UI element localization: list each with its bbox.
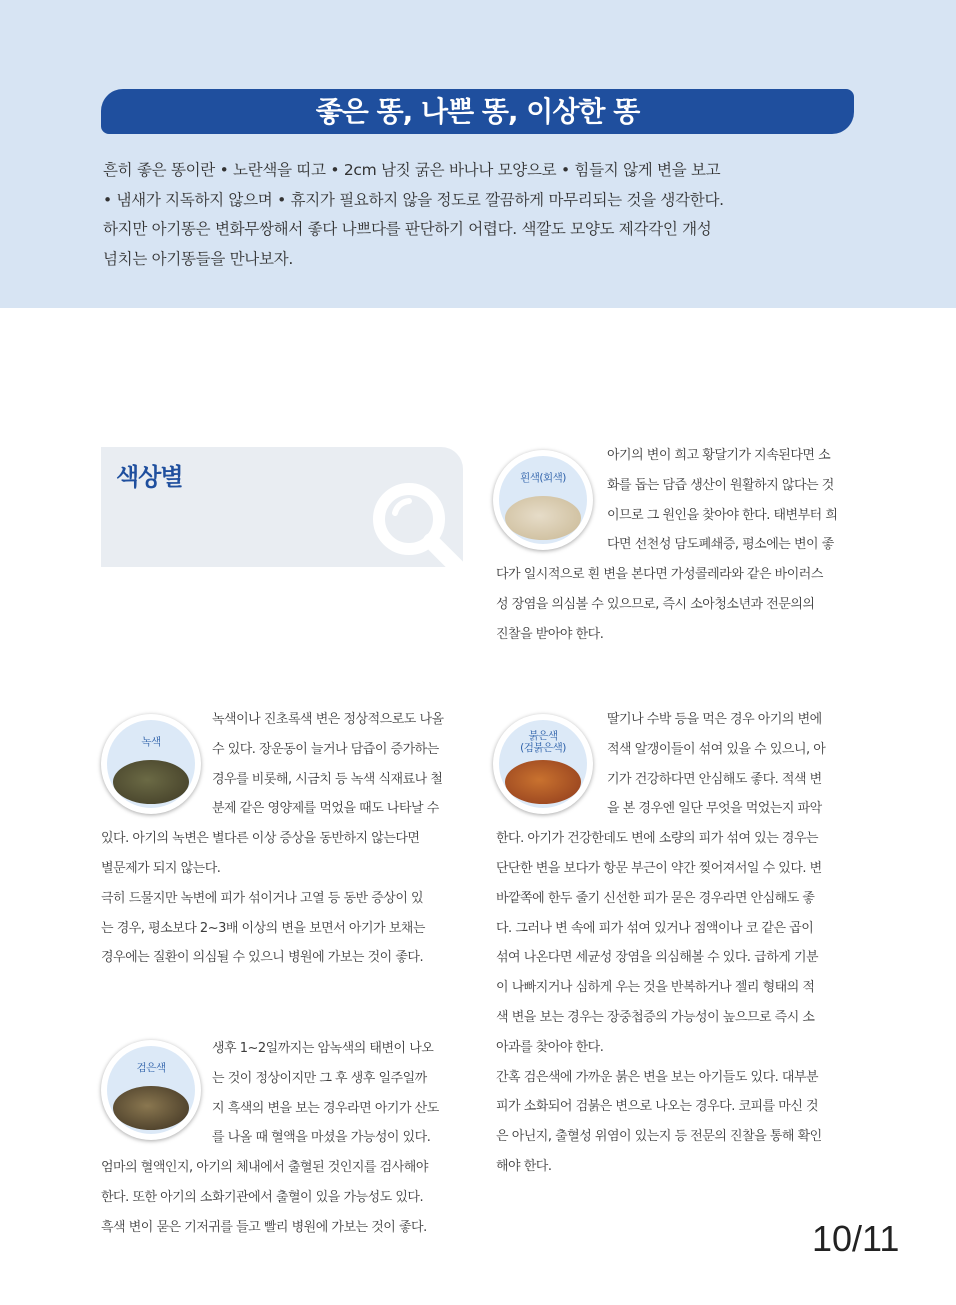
badge-label: 녹색 bbox=[141, 736, 161, 748]
text-line: 별문제가 되지 않는다. bbox=[101, 860, 221, 876]
title-banner bbox=[101, 89, 854, 134]
text-line: 생후 1~2일까지는 암녹색의 태변이 나오 bbox=[212, 1041, 434, 1056]
text-line: 바깥쪽에 한두 줄기 신선한 피가 묻은 경우라면 안심해도 좋 bbox=[496, 890, 815, 906]
text-line: 를 나올 때 혈액을 마셨을 가능성이 있다. bbox=[212, 1130, 431, 1146]
text-block-green bbox=[101, 705, 444, 973]
text-line: 이므로 그 원인을 찾아야 한다. 태변부터 희 bbox=[607, 507, 838, 523]
text-line: 아기의 변이 희고 황달기가 지속된다면 소 bbox=[607, 448, 831, 463]
text-line: 아과를 찾아야 한다. bbox=[496, 1039, 604, 1055]
intro-line: 넘치는 아기똥들을 만나보자. bbox=[103, 249, 293, 268]
text-line: 다면 선천성 담도폐쇄증, 평소에는 변이 좋 bbox=[607, 537, 834, 553]
badge-label: 흰색(회색) bbox=[520, 472, 566, 484]
magnifier-icon bbox=[369, 479, 463, 567]
page-number: 10/11 bbox=[812, 1218, 900, 1259]
text-line: 있다. 아기의 녹변은 별다른 이상 증상을 동반하지 않는다면 bbox=[101, 831, 420, 847]
text-line: 섞여 나온다면 세균성 장염을 의심해볼 수 있다. 급하게 기분 bbox=[496, 950, 819, 966]
text-line: 이 나빠지거나 심하게 우는 것을 반복하거나 젤리 형태의 적 bbox=[496, 980, 815, 996]
intro-line: 흔히 좋은 똥이란 • 노란색을 띠고 • 2cm 남짓 굵은 바나나 모양으로 • 힘들지 않게 변을 보고 bbox=[103, 161, 721, 179]
text-line: 간혹 검은색에 가까운 붉은 변을 보는 아기들도 있다. 대부분 bbox=[496, 1069, 819, 1085]
text-line: 딸기나 수박 등을 먹은 경우 아기의 변에 bbox=[607, 712, 822, 727]
text-line: 색 변을 보는 경우는 장중첩증의 가능성이 높으므로 즉시 소 bbox=[496, 1009, 815, 1025]
text-line: 분제 같은 영양제를 먹었을 때도 나타날 수 bbox=[212, 801, 439, 817]
text-line: 지 흑색의 변을 보는 경우라면 아기가 산도 bbox=[212, 1100, 439, 1116]
section-heading-box bbox=[101, 447, 463, 567]
text-line: 한다. 아기가 건강한데도 변에 소량의 피가 섞여 있는 경우는 bbox=[496, 831, 819, 847]
text-line: 녹색이나 진초록색 변은 정상적으로도 나올 bbox=[212, 712, 444, 727]
badge-label-line: 붉은색 bbox=[528, 730, 558, 742]
badge-label-line: (검붉은색) bbox=[520, 742, 566, 754]
intro-line: 하지만 아기똥은 변화무쌍해서 좋다 나쁘다를 판단하기 어렵다. 색깔도 모양도 제각각인 개성 bbox=[103, 220, 712, 238]
text-line: 성 장염을 의심볼 수 있으므로, 즉시 소아청소년과 전문의의 bbox=[496, 596, 815, 612]
text-line: 는 것이 정상이지만 그 후 생후 일주일까 bbox=[212, 1070, 427, 1086]
text-block-red bbox=[496, 705, 825, 1182]
text-line: 단단한 변을 보다가 항문 부근이 약간 찢어져서일 수 있다. 변 bbox=[496, 860, 822, 876]
text-line: 다. 그러나 변 속에 피가 섞여 있거나 점액이나 코 같은 곱이 bbox=[496, 920, 814, 936]
text-line: 해야 한다. bbox=[496, 1158, 552, 1174]
text-block-black bbox=[101, 1034, 439, 1243]
text-line: 화를 돕는 담즙 생산이 원활하지 않다는 것 bbox=[607, 477, 834, 493]
text-line: 다가 일시적으로 흰 변을 본다면 가성콜레라와 같은 바이러스 bbox=[496, 567, 823, 583]
badge-label: 검은색 bbox=[136, 1062, 166, 1074]
page-title: 좋은 똥, 나쁜 똥, 이상한 똥 bbox=[315, 95, 640, 128]
text-line: 진찰을 받아야 한다. bbox=[496, 626, 604, 642]
text-line: 피가 소화되어 검붉은 변으로 나오는 경우다. 코피를 마신 것 bbox=[496, 1099, 819, 1115]
text-line: 경우에는 질환이 의심될 수 있으니 병원에 가보는 것이 좋다. bbox=[101, 950, 424, 966]
text-line: 극히 드물지만 녹변에 피가 섞이거나 고열 등 동반 증상이 있 bbox=[101, 890, 424, 906]
text-line: 적색 알갱이들이 섞여 있을 수 있으니, 아 bbox=[607, 741, 826, 757]
text-line: 엄마의 혈액인지, 아기의 체내에서 출혈된 것인지를 검사해야 bbox=[101, 1160, 428, 1176]
text-line: 흑색 변이 묻은 기저귀를 들고 빨리 병원에 가보는 것이 좋다. bbox=[101, 1219, 427, 1235]
text-line: 수 있다. 장운동이 늘거나 담즙이 증가하는 bbox=[212, 741, 439, 757]
text-line: 은 아닌지, 출혈성 위염이 있는지 등 전문의 진찰을 통해 확인 bbox=[496, 1129, 822, 1145]
intro-line: • 냄새가 지독하지 않으며 • 휴지가 필요하지 않을 정도로 깔끔하게 마무리되는 것을 생각한다. bbox=[103, 190, 724, 209]
text-block-white bbox=[496, 441, 837, 650]
text-line: 기가 건강하다면 안심해도 좋다. 적색 변 bbox=[607, 771, 822, 787]
text-line: 한다. 또한 아기의 소화기관에서 출혈이 있을 가능성도 있다. bbox=[101, 1189, 424, 1205]
text-line: 경우를 비롯해, 시금치 등 녹색 식재료나 철 bbox=[212, 771, 443, 787]
text-line: 을 본 경우엔 일단 무엇을 먹었는지 파악 bbox=[607, 801, 822, 817]
section-title: 색상별 bbox=[116, 463, 183, 491]
text-line: 는 경우, 평소보다 2~3배 이상의 변을 보면서 아기가 보채는 bbox=[101, 920, 425, 936]
intro-paragraph bbox=[103, 156, 863, 274]
